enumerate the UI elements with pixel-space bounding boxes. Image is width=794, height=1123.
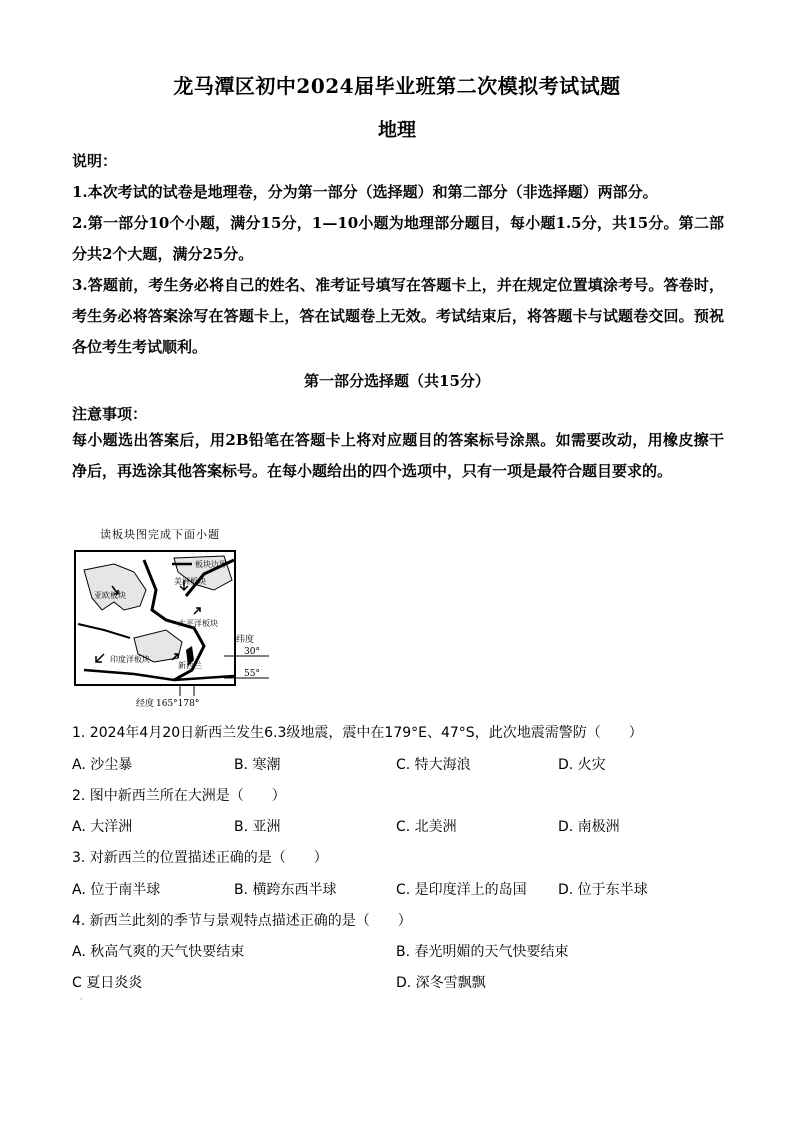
question-4-option-a[interactable]: A. 秋高气爽的天气快要结束 xyxy=(72,944,245,960)
question-2-stem: 2. 图中新西兰所在大洲是（ ） xyxy=(72,788,286,804)
question-1-stem: 1. 2024年4月20日新西兰发生6.3级地震，震中在179°E、47°S，此次地震需警防（ ） xyxy=(72,725,643,741)
latitude-value: 55° xyxy=(244,669,260,679)
plate-label: 亚欧板块 xyxy=(94,591,126,600)
section-title: 第一部分选择题（共15分） xyxy=(304,372,490,390)
longitude-label: 经度 xyxy=(136,699,155,709)
latitude-value: 30° xyxy=(244,647,260,657)
question-1-option-b[interactable]: B. 寒潮 xyxy=(234,757,281,773)
instruction-item-1: 1.本次考试的试卷是地理卷，分为第一部分（选择题）和第二部分（非选择题）两部分。 xyxy=(72,183,658,201)
question-3-option-a[interactable]: A. 位于南半球 xyxy=(72,882,161,898)
map-caption: 读板块图完成下面小题 xyxy=(100,528,220,541)
question-2-option-a[interactable]: A. 大洋洲 xyxy=(72,819,133,835)
longitude-value: 165°178° xyxy=(156,699,200,709)
plate-label: 美洲板块 xyxy=(174,577,206,586)
place-label: 新西兰 xyxy=(178,661,202,670)
question-3-option-b[interactable]: B. 横跨东西半球 xyxy=(234,882,337,898)
instruction-item-2: 2.第一部分10个小题，满分15分，1—10小题为地理部分题目，每小题1.5分，共15分。第二部分共2个大题，满分25分。 xyxy=(72,214,724,263)
question-3-stem: 3. 对新西兰的位置描述正确的是（ ） xyxy=(72,850,328,866)
question-3-option-c[interactable]: C. 是印度洋上的岛国 xyxy=(396,882,527,898)
instructions-label: 说明： xyxy=(72,152,118,170)
page-mark: · xyxy=(80,995,83,1004)
question-4-option-b[interactable]: B. 春光明媚的天气快要结束 xyxy=(396,944,569,960)
question-2-option-c[interactable]: C. 北美洲 xyxy=(396,819,457,835)
question-1-option-c[interactable]: C. 特大海浪 xyxy=(396,757,471,773)
question-3-option-d[interactable]: D. 位于东半球 xyxy=(558,882,648,898)
subject-title: 地理 xyxy=(377,119,416,141)
question-2-option-b[interactable]: B. 亚洲 xyxy=(234,819,281,835)
question-2-option-d[interactable]: D. 南极洲 xyxy=(558,819,620,835)
instruction-item-3: 3.答题前，考生务必将自己的姓名、准考证号填写在答题卡上，并在规定位置填涂考号。答卷时，考生务必将答案涂写在答题卡上，答在试题卷上无效。考试结束后，将答题卡与试题卷交回。预祝各位考生考试顺利。 xyxy=(72,276,724,356)
latitude-label: 纬度 xyxy=(236,635,255,645)
plate-label: 太平洋板块 xyxy=(178,619,218,628)
plate-map xyxy=(74,550,274,710)
notes-text: 每小题选出答案后，用2B铅笔在答题卡上将对应题目的答案标号涂黑。如需要改动，用橡皮擦干净后，再选涂其他答案标号。在每小题给出的四个选项中，只有一项是最符合题目要求的。 xyxy=(72,431,724,480)
legend-label: 板块边界 xyxy=(195,560,227,569)
plate-label: 印度洋板块 xyxy=(110,655,150,664)
question-1-option-a[interactable]: A. 沙尘暴 xyxy=(72,757,133,773)
question-4-stem: 4. 新西兰此刻的季节与景观特点描述正确的是（ ） xyxy=(72,913,412,929)
question-4-option-d[interactable]: D. 深冬雪飘飘 xyxy=(396,975,486,991)
notes-label: 注意事项： xyxy=(72,405,148,423)
exam-title: 龙马潭区初中2024届毕业班第二次模拟考试试题 xyxy=(173,74,621,98)
question-4-option-c[interactable]: C 夏日炎炎 xyxy=(72,975,143,991)
question-1-option-d[interactable]: D. 火灾 xyxy=(558,757,606,773)
